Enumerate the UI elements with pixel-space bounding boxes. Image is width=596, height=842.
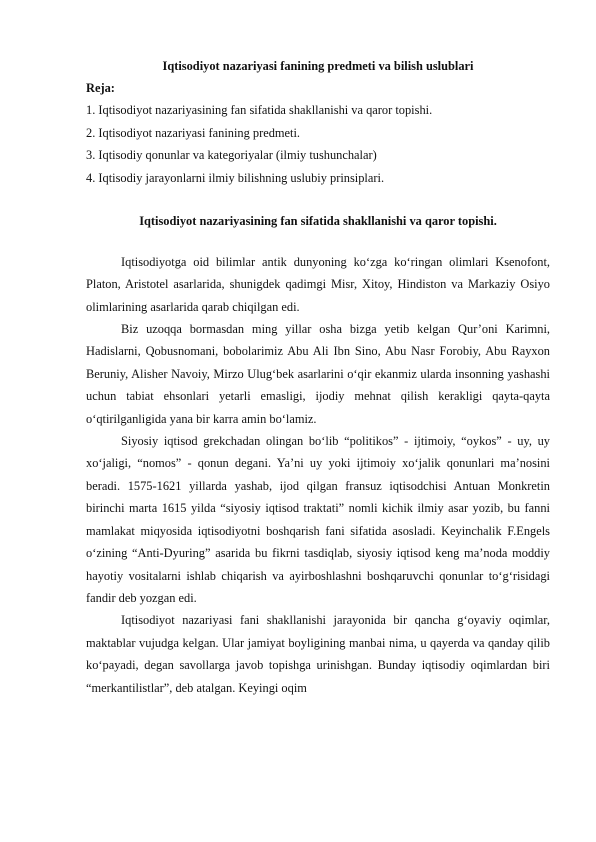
plan-item-4: 4. Iqtisodiy jarayonlarni ilmiy bilishning uslubiy prinsiplari.	[86, 171, 385, 186]
plan-heading: Reja:	[86, 81, 115, 95]
paragraph-3: Siyosiy iqtisod grekchadan olingan bo‘lib “politikos” - ijtimoiy, “oykos” - uy, uy xo‘jaligi, “nomos” - qonun degani. Ya’ni uy yoki ijtimoiy xo‘jalik qonunlari ma’nosini beradi. 1575-1621 yillarda yashab, ijod qilgan fransuz iqtisodchisi Antuan Monkretin birinchi marta 1615 yilda “siyosiy iqtisod traktati” nomli kichik ilmiy asar yozib, bu fanni mamlakat miqyosida iqtisodiyotni boshqarish fani sifatida asosladi. Keyinchalik F.Engels o‘zining “Anti-Dyuring” asarida bu fikrni tasdiqlab, siyosiy iqtisod keng ma’noda moddiy hayotiy vositalarni ishlab chiqarish va ayirboshlashni boshqaruvchi qonunlar to‘g‘risidagi fandir deb yozgan edi.	[86, 434, 550, 605]
section-heading: Iqtisodiyot nazariyasining fan sifatida shakllanishi va qaror topishi.	[139, 213, 497, 228]
plan-item-2: 2. Iqtisodiyot nazariyasi fanining predmeti.	[86, 125, 301, 140]
paragraph-2: Biz uzoqqa bormasdan ming yillar osha bizga yetib kelgan Qur’oni Karimni, Hadislarni, Qobusnomani, bobolarimiz Abu Ali Ibn Sino, Abu Nasr Forobiy, Abu Rayxon Beruniy, Alisher Navoiy, Mirzo Ulug‘bek asarlarini o‘qir ekanmiz ularda insonning yashashi uchun tabiat ehsonlari yetarli emasligi, ijodiy mehnat qilish kerakligi qayta-qayta o‘qtirilganligida yana bir karra amin bo‘lamiz.	[86, 322, 550, 426]
plan-item-1: 1. Iqtisodiyot nazariyasining fan sifatida shakllanishi va qaror topishi.	[86, 103, 433, 117]
document-title: Iqtisodiyot nazariyasi fanining predmeti va bilish uslublari	[162, 59, 474, 73]
paragraph-4: Iqtisodiyot nazariyasi fani shakllanishi jarayonida bir qancha g‘oyaviy oqimlar, maktablar vujudga kelgan. Ular jamiyat boyligining manbai nima, u qayerda va qanday qilib ko‘payadi, degan savollarga javob topishga urinishgan. Bunday iqtisodiy oqimlardan biri “merkantilistlar”, deb atalgan. Keyingi oqim	[86, 613, 550, 695]
plan-block	[86, 77, 550, 190]
document-page	[86, 56, 550, 699]
paragraph-1: Iqtisodiyotga oid bilimlar antik dunyoning ko‘zga ko‘ringan olimlari Ksenofont, Platon, Aristotel asarlarida, shunigdek qadimgi Misr, Xitoy, Hindiston va Markaziy Osiyo olimlarining asarlarida qarab chiqilgan edi.	[86, 254, 550, 314]
section-body	[86, 251, 550, 699]
plan-item-3: 3. Iqtisodiy qonunlar va kategoriyalar (ilmiy tushunchalar)	[86, 148, 377, 163]
